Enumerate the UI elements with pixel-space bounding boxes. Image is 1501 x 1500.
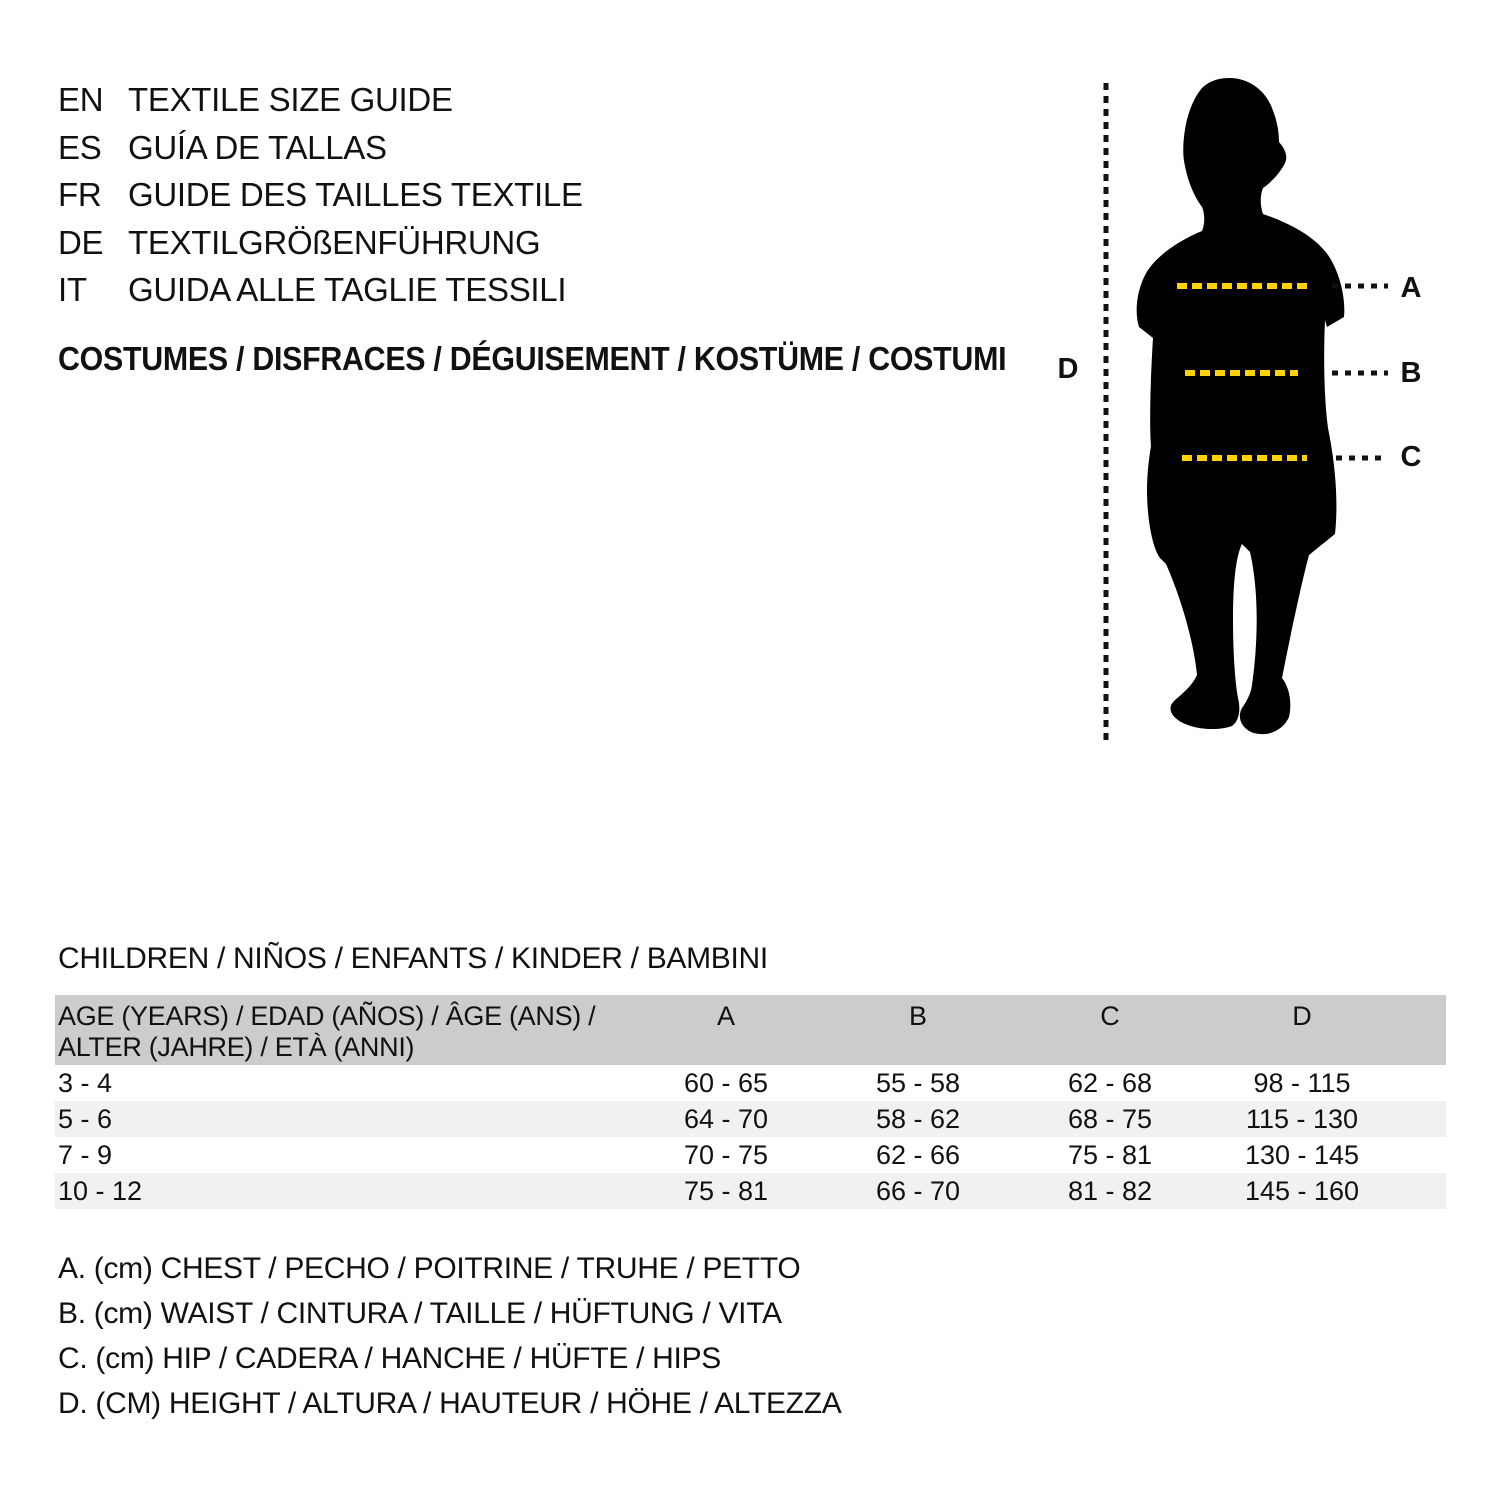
hip-cell: 62 - 68 — [1067, 1068, 1153, 1098]
height-cell: 115 - 130 — [1245, 1104, 1359, 1134]
category-title — [58, 340, 1089, 378]
age-cell: 7 - 9 — [58, 1140, 113, 1170]
language-title: GUIDA ALLE TAGLIE TESSILI — [128, 271, 567, 308]
waist-label-b: B — [1400, 357, 1422, 389]
language-row-it — [58, 266, 583, 314]
age-cell: 3 - 4 — [58, 1068, 113, 1098]
column-header-d: D — [1292, 1001, 1312, 1031]
legend-hip: C. (cm) HIP / CADERA / HANCHE / HÜFTE / HIPS — [58, 1342, 721, 1375]
child-silhouette — [1137, 78, 1345, 734]
age-column-header — [55, 1001, 630, 1065]
hip-label-c: C — [1400, 441, 1422, 473]
measurement-legend — [58, 1246, 841, 1426]
legend-waist: B. (cm) WAIST / CINTURA / TAILLE / HÜFTUNG / VITA — [58, 1297, 782, 1330]
chest-label-a: A — [1400, 272, 1422, 304]
language-title: GUÍA DE TALLAS — [128, 128, 387, 166]
children-size-table — [55, 995, 1446, 1209]
column-header-b: B — [908, 1001, 927, 1031]
chest-cell: 70 - 75 — [683, 1140, 769, 1170]
language-list — [58, 76, 583, 314]
size-table-header — [55, 995, 1446, 1065]
hip-cell: 75 - 81 — [1067, 1140, 1153, 1170]
legend-height: D. (CM) HEIGHT / ALTURA / HAUTEUR / HÖHE / ALTEZZA — [58, 1387, 842, 1420]
children-section-heading: CHILDREN / NIÑOS / ENFANTS / KINDER / BAMBINI — [58, 942, 768, 975]
language-row-fr — [58, 171, 583, 219]
table-row — [55, 1173, 1446, 1209]
language-code: DE — [58, 223, 104, 261]
language-title: TEXTILGRÖßENFÜHRUNG — [128, 223, 541, 261]
chest-cell: 64 - 70 — [683, 1104, 769, 1134]
language-title: TEXTILE SIZE GUIDE — [128, 81, 453, 118]
language-code: FR — [58, 176, 102, 213]
table-row — [55, 1065, 1446, 1101]
language-code: EN — [58, 81, 104, 118]
height-cell: 145 - 160 — [1244, 1176, 1360, 1206]
height-cell: 130 - 145 — [1244, 1140, 1360, 1170]
age-header-line1: AGE (YEARS) / EDAD (AÑOS) / ÂGE (ANS) / — [58, 1001, 596, 1031]
age-cell: 10 - 12 — [58, 1176, 143, 1206]
column-header-a: A — [716, 1001, 735, 1031]
table-row — [55, 1137, 1446, 1173]
height-cell: 98 - 115 — [1253, 1068, 1351, 1098]
chest-cell: 75 - 81 — [683, 1176, 769, 1206]
hip-cell: 68 - 75 — [1067, 1104, 1153, 1134]
child-silhouette-figure — [1040, 60, 1440, 770]
waist-cell: 58 - 62 — [875, 1104, 961, 1134]
language-code: IT — [58, 271, 87, 308]
waist-cell: 66 - 70 — [875, 1176, 961, 1206]
language-title: GUIDE DES TAILLES TEXTILE — [128, 176, 583, 213]
table-row — [55, 1101, 1446, 1137]
chest-cell: 60 - 65 — [683, 1068, 769, 1098]
height-label-d: D — [1057, 353, 1079, 385]
column-header-c: C — [1100, 1001, 1120, 1031]
age-header-line2: ALTER (JAHRE) / ETÀ (ANNI) — [58, 1032, 415, 1062]
legend-chest: A. (cm) CHEST / PECHO / POITRINE / TRUHE / PETTO — [58, 1252, 801, 1285]
language-row-en — [58, 76, 583, 124]
language-row-de — [58, 219, 583, 267]
language-row-es — [58, 124, 583, 172]
age-cell: 5 - 6 — [58, 1104, 113, 1134]
waist-cell: 55 - 58 — [875, 1068, 961, 1098]
category-title-text: COSTUMES / DISFRACES / DÉGUISEMENT / KOSTÜME / COSTUMI — [58, 340, 1007, 377]
waist-cell: 62 - 66 — [875, 1140, 961, 1170]
hip-cell: 81 - 82 — [1067, 1176, 1153, 1206]
language-code: ES — [58, 128, 102, 166]
